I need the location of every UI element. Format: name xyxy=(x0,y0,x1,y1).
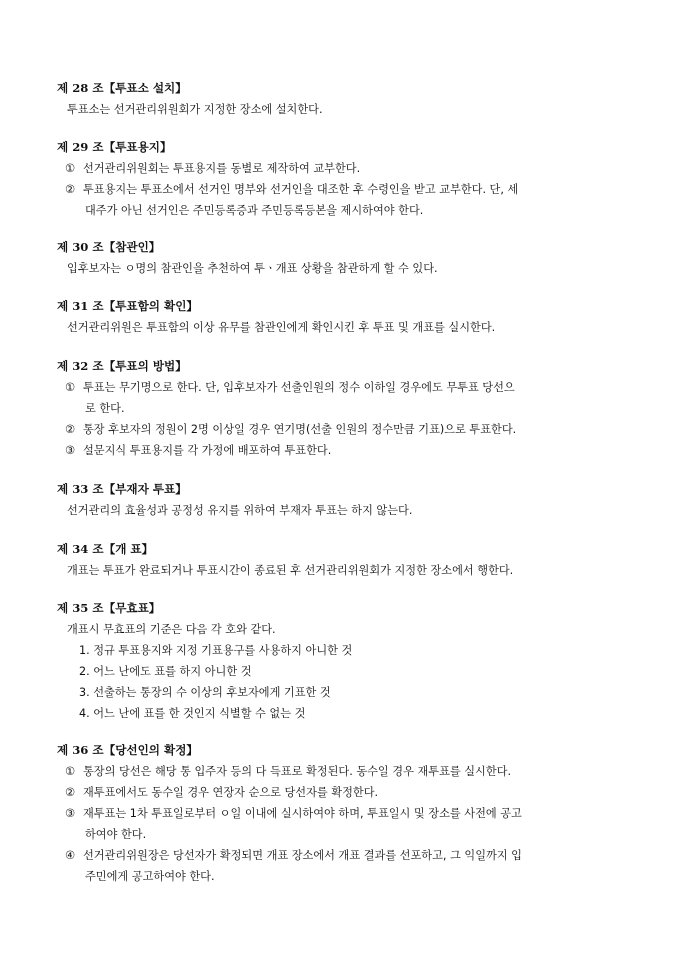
article-text: 입후보자는 ㅇ명의 참관인을 추천하여 투ㆍ개표 상황을 참관하게 할 수 있다. xyxy=(67,262,438,275)
article-text: 선거관리위원은 투표함의 이상 유무를 참관인에게 확인시킨 후 투표 및 개표를 실시한다. xyxy=(67,321,496,334)
article-32 xyxy=(57,356,627,461)
list-item xyxy=(57,782,627,803)
article-33 xyxy=(57,479,627,521)
item-marker: ④ xyxy=(65,849,76,862)
article-heading: 제 33 조【부재자 투표】 xyxy=(57,482,187,496)
article-35 xyxy=(57,598,627,724)
article-31 xyxy=(57,296,627,338)
list-item xyxy=(57,440,627,461)
list-item xyxy=(57,845,627,866)
list-item xyxy=(57,158,627,179)
list-item xyxy=(57,803,627,824)
article-34 xyxy=(57,539,627,581)
list-item xyxy=(57,761,627,782)
list-item xyxy=(57,377,627,398)
item-marker: ② xyxy=(65,423,76,436)
item-continuation: 하여야 한다. xyxy=(85,828,147,841)
article-heading: 제 34 조【개 표】 xyxy=(57,542,154,556)
item-text: 투표는 무기명으로 한다. 단, 입후보자가 선출인원의 정수 이하일 경우에도 무투표 당선으 xyxy=(83,381,515,394)
article-heading: 제 28 조【투표소 설치】 xyxy=(57,81,187,95)
article-heading: 제 31 조【투표함의 확인】 xyxy=(57,299,199,313)
item-continuation: 주민에게 공고하여야 한다. xyxy=(85,870,215,883)
item-text: 통장의 당선은 해당 통 입주자 등의 다 득표로 확정된다. 동수일 경우 재투표를 실시한다. xyxy=(83,765,512,778)
item-text: 통장 후보자의 정원이 2명 이상일 경우 연기명(선출 인원의 정수만큼 기표)으로 투표한다. xyxy=(83,423,517,436)
item-marker: ① xyxy=(65,381,76,394)
article-text: 선거관리의 효율성과 공정성 유지를 위하여 부재자 투표는 하지 않는다. xyxy=(67,504,413,517)
item-text: 선거관리위원장은 당선자가 확정되면 개표 장소에서 개표 결과를 선포하고, 그 익일까지 입 xyxy=(83,849,522,862)
article-heading: 제 36 조【당선인의 확정】 xyxy=(57,743,199,757)
item-text: 재투표에서도 동수일 경우 연장자 순으로 당선자를 확정한다. xyxy=(83,786,379,799)
numbered-item: 1. 정규 투표용지와 지정 기표용구를 사용하지 아니한 것 xyxy=(79,644,353,657)
item-text: 투표용지는 투표소에서 선거인 명부와 선거인을 대조한 후 수령인을 받고 교부한다. 단, 세 xyxy=(83,183,519,196)
item-text: 설문지식 투표용지를 각 가정에 배포하여 투표한다. xyxy=(83,444,332,457)
article-heading: 제 29 조【투표용지】 xyxy=(57,140,172,154)
article-text: 개표시 무효표의 기준은 다음 각 호와 같다. xyxy=(67,623,276,636)
article-36 xyxy=(57,740,627,887)
article-heading: 제 32 조【투표의 방법】 xyxy=(57,359,187,373)
item-continuation: 대주가 아닌 선거인은 주민등록증과 주민등록등본을 제시하여야 한다. xyxy=(85,204,424,217)
item-text: 선거관리위원회는 투표용지를 동별로 제작하여 교부한다. xyxy=(83,162,361,175)
item-text: 재투표는 1차 투표일로부터 ㅇ일 이내에 실시하여야 하며, 투표일시 및 장소를 사전에 공고 xyxy=(83,807,522,820)
numbered-item: 4. 어느 난에 표를 한 것인지 식별할 수 없는 것 xyxy=(79,707,306,720)
article-text: 개표는 투표가 완료되거나 투표시간이 종료된 후 선거관리위원회가 지정한 장소에서 행한다. xyxy=(67,564,514,577)
list-item xyxy=(57,179,627,200)
item-marker: ① xyxy=(65,765,76,778)
numbered-item: 3. 선출하는 통장의 수 이상의 후보자에게 기표한 것 xyxy=(79,686,331,699)
article-text: 투표소는 선거관리위원회가 지정한 장소에 설치한다. xyxy=(67,103,323,116)
article-28 xyxy=(57,78,627,120)
article-heading: 제 30 조【참관인】 xyxy=(57,240,161,254)
numbered-item: 2. 어느 난에도 표를 하지 아니한 것 xyxy=(79,665,252,678)
item-continuation: 로 한다. xyxy=(85,402,125,415)
item-marker: ② xyxy=(65,183,76,196)
item-marker: ② xyxy=(65,786,76,799)
item-marker: ③ xyxy=(65,444,76,457)
article-30 xyxy=(57,237,627,279)
item-marker: ③ xyxy=(65,807,76,820)
list-item xyxy=(57,419,627,440)
article-29 xyxy=(57,137,627,221)
article-heading: 제 35 조【무효표】 xyxy=(57,601,161,615)
item-marker: ① xyxy=(65,162,76,175)
